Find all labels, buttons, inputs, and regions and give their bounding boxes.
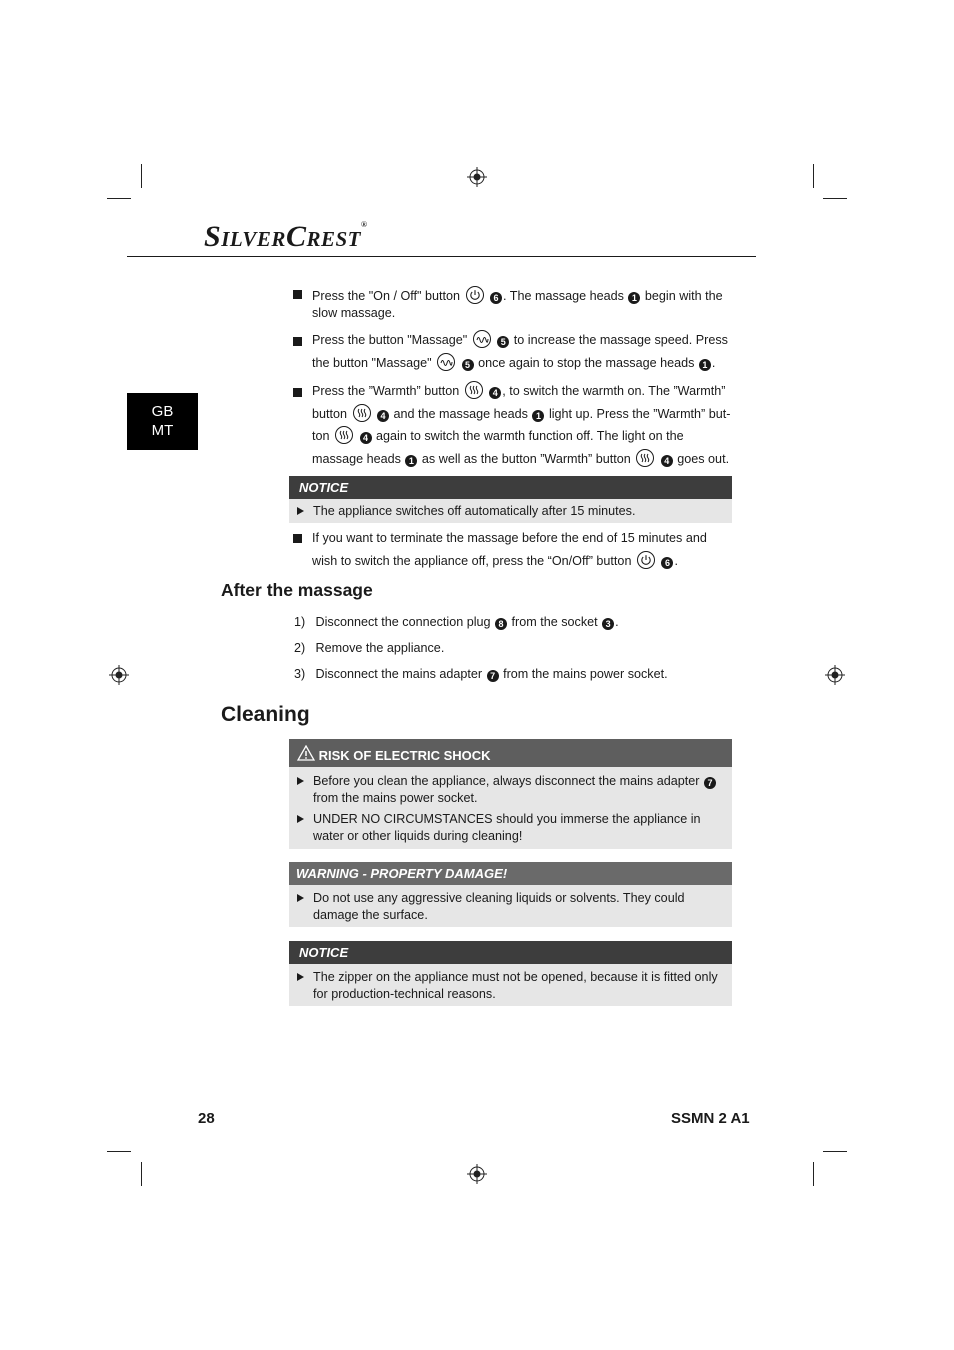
crop-mark [141,1162,142,1186]
language-code-mt: MT [151,422,174,439]
bullet-square [293,534,302,543]
section-heading-after-massage: After the massage [221,580,373,600]
power-icon [637,551,655,569]
warning-box [289,862,732,927]
risk-item-1: Before you clean the appliance, always disconnect the mains adapter 7 from the mains power socket. [289,767,732,807]
notice-title: NOTICE [289,941,732,964]
section-heading-cleaning: Cleaning [221,703,310,726]
warning-triangle-icon [297,745,315,761]
arrow-bullet-icon [297,894,304,902]
notice-item: The appliance switches off automatically after 15 minutes. [289,499,732,520]
registration-mark-icon [467,1164,487,1184]
ref-number: 1 [405,455,417,467]
bullet-square [293,388,302,397]
warmth-icon [335,426,353,444]
ref-number: 1 [532,410,544,422]
warmth-icon [353,404,371,422]
ref-number: 5 [497,336,509,348]
massage-icon [437,353,455,371]
notice-item: The zipper on the appliance must not be opened, because it is fitted only for production-technical reasons. [289,964,732,1003]
crop-mark [823,198,847,199]
massage-icon [473,330,491,348]
arrow-bullet-icon [297,507,304,515]
step-1: 1) Disconnect the connection plug 8 from the socket 3 . [294,615,619,629]
brand-logo: SILVERCREST® [204,220,368,253]
registration-mark-icon [467,167,487,187]
registration-mark-icon [825,665,845,685]
crop-mark [141,164,142,188]
ref-number: 3 [602,618,614,630]
warning-title: WARNING - PROPERTY DAMAGE! [289,862,732,885]
arrow-bullet-icon [297,777,304,785]
warning-item: Do not use any aggressive cleaning liquids or solvents. They could damage the surface. [289,885,732,924]
crop-mark [107,198,131,199]
risk-box [289,739,732,849]
ref-number: 8 [495,618,507,630]
warmth-icon [465,381,483,399]
ref-number: 7 [487,670,499,682]
ref-number: 6 [661,557,673,569]
crop-mark [813,1162,814,1186]
ref-number: 1 [699,359,711,371]
language-code-gb: GB [151,403,174,420]
ref-number: 4 [360,432,372,444]
ref-number: 4 [489,387,501,399]
crop-mark [823,1151,847,1152]
ref-number: 6 [490,292,502,304]
power-icon [466,286,484,304]
step-3: 3) Disconnect the mains adapter 7 from the mains power socket. [294,667,668,681]
page-number: 28 [198,1110,215,1127]
language-tab [127,393,198,450]
crop-mark [813,164,814,188]
bullet-square [293,290,302,299]
ref-number: 7 [704,777,716,789]
ref-number: 5 [462,359,474,371]
registration-mark-icon [109,665,129,685]
arrow-bullet-icon [297,973,304,981]
notice-title: NOTICE [289,476,732,499]
notice-box [289,476,732,523]
risk-title: RISK OF ELECTRIC SHOCK [289,739,732,767]
arrow-bullet-icon [297,815,304,823]
ref-number: 4 [661,455,673,467]
step-2: 2) Remove the appliance. [294,641,445,655]
header-divider [127,256,756,257]
ref-number: 1 [628,292,640,304]
notice-box [289,941,732,1006]
ref-number: 4 [377,410,389,422]
bullet-square [293,337,302,346]
crop-mark [107,1151,131,1152]
warmth-icon [636,449,654,467]
risk-item-2: UNDER NO CIRCUMSTANCES should you immerse the appliance in water or other liquids during cleaning! [289,807,732,845]
model-number: SSMN 2 A1 [671,1110,750,1127]
